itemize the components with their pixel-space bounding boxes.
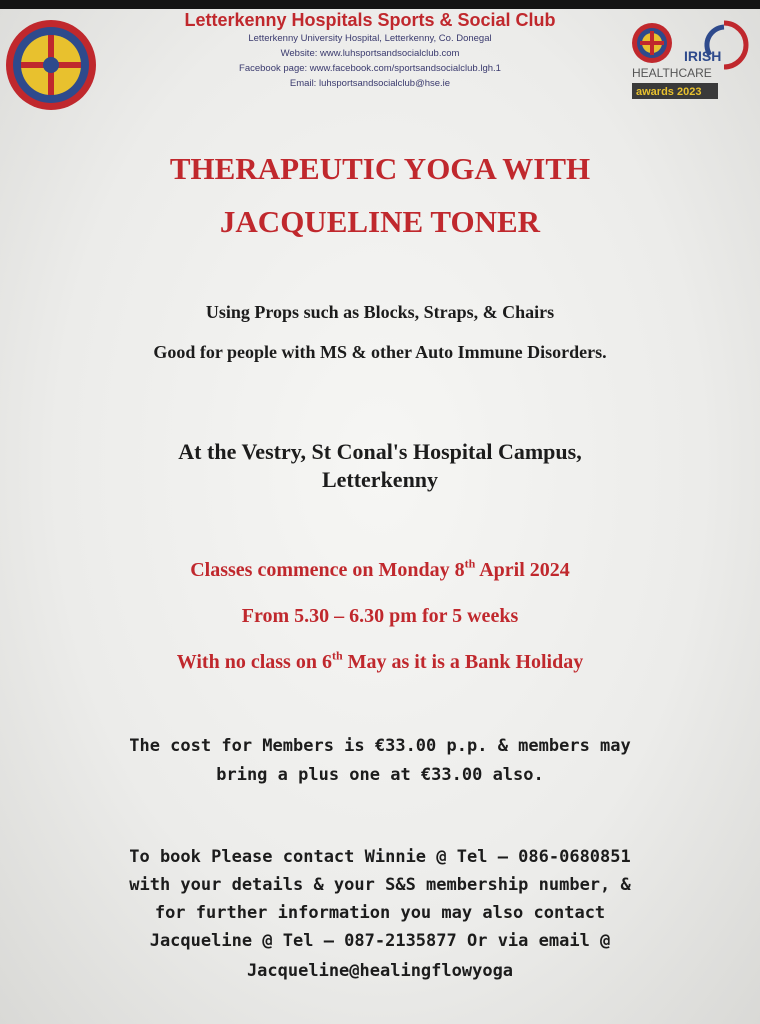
- club-crest-logo: [4, 19, 98, 111]
- award-year: awards 2023: [636, 86, 702, 98]
- start-month: April 2024: [475, 559, 570, 581]
- club-email: Email: luhsportsandsocialclub@hse.ie: [289, 78, 451, 89]
- flyer: [0, 9, 760, 1024]
- booking-line3: for further information you may also contact: [154, 903, 606, 923]
- holiday-rest: May as it is a Bank Holiday: [342, 651, 584, 673]
- booking-line2: with your details & your S&S membership number, &: [129, 875, 631, 895]
- irish-healthcare-awards-logo: [628, 13, 756, 103]
- start-suffix: th: [464, 556, 476, 571]
- club-name: Letterkenny Hospitals Sports & Social Club: [184, 10, 556, 30]
- time-line: From 5.30 – 6.30 pm for 5 weeks: [241, 605, 519, 627]
- club-website: Website: www.luhsportsandsocialclub.com: [280, 48, 460, 59]
- top-border: [0, 0, 760, 9]
- booking-line1: To book Please contact Winnie @ Tel – 086-0680851: [129, 847, 631, 867]
- start-text: Classes commence on Monday 8: [190, 559, 465, 581]
- cost-line2: bring a plus one at €33.00 also.: [216, 765, 544, 785]
- holiday-suffix: th: [331, 648, 343, 663]
- club-address: Letterkenny University Hospital, Letterkenny, Co. Donegal: [248, 33, 492, 44]
- venue-line2: Letterkenny: [321, 467, 439, 492]
- event-title-line2: JACQUELINE TONER: [219, 204, 541, 239]
- club-header: [130, 9, 610, 91]
- booking-line4: Jacqueline @ Tel – 087-2135877 Or via email @: [149, 931, 611, 951]
- event-title-line1: THERAPEUTIC YOGA WITH: [169, 151, 591, 186]
- props-line: Using Props such as Blocks, Straps, & Chairs: [205, 302, 555, 322]
- holiday-line: [0, 648, 760, 674]
- conditions-line: Good for people with MS & other Auto Immune Disorders.: [153, 342, 607, 362]
- booking-email: Jacqueline@healingflowyoga: [246, 961, 514, 981]
- award-irish: IRISH: [684, 48, 722, 64]
- venue-line1: At the Vestry, St Conal's Hospital Campus,: [178, 439, 582, 464]
- start-date-line: [0, 556, 760, 582]
- award-healthcare: HEALTHCARE: [632, 66, 712, 80]
- holiday-text: With no class on 6: [176, 651, 332, 673]
- cost-line1: The cost for Members is €33.00 p.p. & members may: [129, 736, 631, 756]
- club-facebook: Facebook page: www.facebook.com/sportsandsocialclub.lgh.1: [239, 63, 501, 74]
